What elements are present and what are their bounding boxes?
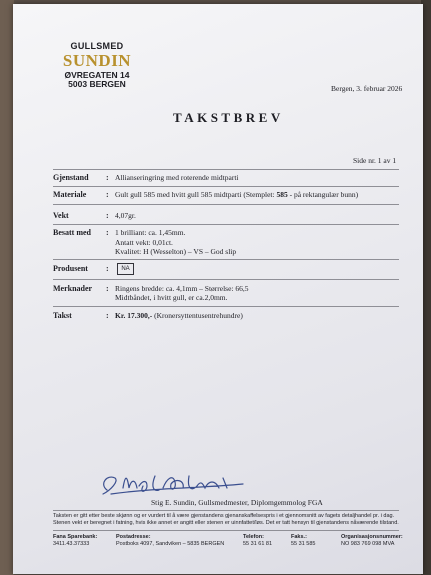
- takst-amount-words: (Kronersyttentusentrehundre): [152, 311, 243, 320]
- handwritten-signature: [93, 466, 253, 500]
- field-colon: :: [106, 211, 109, 220]
- footer-org-value: NO 983 769 098 MVA: [341, 541, 395, 547]
- producer-mark-icon: NA: [117, 263, 134, 275]
- materiale-text-post: - på rektangulær bunn): [287, 190, 359, 199]
- footer-fax-label: Faks.:: [291, 534, 307, 540]
- field-value-besatt-line-3: Kvalitet: H (Wesselton) – VS – God slip: [115, 247, 237, 256]
- field-colon: :: [106, 190, 109, 199]
- appraisal-document: [13, 4, 423, 574]
- divider: [53, 169, 399, 170]
- footer-phone-value: 55 31 61 81: [243, 541, 273, 547]
- letterhead-city: 5003 BERGEN: [68, 79, 126, 89]
- field-value-merknader-line-1: Ringens bredde: ca. 4,1mm – Størrelse: 66,5: [115, 284, 249, 293]
- divider: [53, 510, 399, 511]
- field-label-besatt-med: Besatt med: [53, 228, 91, 237]
- footer-bank-value: 3411.43.37333: [53, 541, 90, 547]
- divider: [53, 530, 399, 531]
- footer-org-label: Organisasjonsnummer:: [341, 534, 403, 540]
- footer-bank-label: Fana Sparebank:: [53, 534, 98, 540]
- takst-amount: Kr. 17.300,-: [115, 311, 153, 320]
- field-label-vekt: Vekt: [53, 211, 69, 220]
- fine-print-line-1: Taksten er gitt etter beste skjønn og er vurdert til å være gjenstandens gjenanskaffelsespris i et gjennomsnitt av fagets detaljhandel pr. i dag.: [53, 513, 395, 519]
- field-colon: :: [106, 228, 109, 237]
- field-label-materiale: Materiale: [53, 190, 87, 199]
- divider: [53, 259, 399, 260]
- divider: [53, 306, 399, 307]
- field-value-besatt-line-1: 1 brilliant: ca. 1,45mm.: [115, 228, 186, 237]
- divider: [53, 186, 399, 187]
- field-colon: :: [106, 173, 109, 182]
- field-label-gjenstand: Gjenstand: [53, 173, 89, 182]
- field-value-vekt: 4,07gr.: [115, 211, 136, 220]
- field-value-gjenstand: Allianseringring med roterende midtparti: [115, 173, 239, 182]
- field-colon: :: [106, 284, 109, 293]
- field-colon: :: [106, 311, 109, 320]
- document-date: Bergen, 3. februar 2026: [331, 84, 403, 93]
- field-label-produsent: Produsent: [53, 264, 88, 273]
- signer-name: Stig E. Sundin, Gullsmedmester, Diplomgemmolog FGA: [151, 498, 323, 507]
- letterhead-street: ØVREGATEN 14: [64, 70, 130, 80]
- letterhead-company-top: GULLSMED: [70, 41, 124, 51]
- fine-print-line-2: Stenen vekt er beregnet i fatning, hvis ikke annet er angitt eller stenen er uinnfattet/løs. Det er tatt hensyn til gjenstandens nåværende tilstand.: [53, 520, 399, 526]
- document-title: TAKSTBREV: [173, 110, 284, 125]
- footer-postal-label: Postadresse:: [116, 534, 151, 540]
- divider: [53, 279, 399, 280]
- field-value-takst: [115, 311, 243, 320]
- table-surface-left: [0, 0, 14, 575]
- field-label-merknader: Merknader: [53, 284, 93, 293]
- field-value-materiale: [115, 190, 358, 199]
- materiale-stamp: 585: [276, 190, 288, 199]
- letterhead-company-name: SUNDIN: [62, 51, 132, 70]
- footer-fax-value: 55 31 585: [291, 541, 316, 547]
- divider: [53, 224, 399, 225]
- footer-phone-label: Telefon:: [243, 534, 264, 540]
- field-colon: :: [106, 264, 109, 273]
- materiale-text-pre: Gult gull 585 med hvitt gull 585 midtparti (Stemplet:: [115, 190, 277, 199]
- field-label-takst: Takst: [53, 311, 72, 320]
- divider: [53, 204, 399, 205]
- field-value-besatt-line-2: Antatt vekt: 0,01ct.: [115, 238, 173, 247]
- footer-postal-value: Postboks 4097, Sandviken – 5835 BERGEN: [116, 541, 225, 547]
- page-number: Side nr. 1 av 1: [353, 156, 397, 165]
- field-value-merknader-line-2: Midtbåndet, i hvitt gull, er ca.2,0mm.: [115, 293, 228, 302]
